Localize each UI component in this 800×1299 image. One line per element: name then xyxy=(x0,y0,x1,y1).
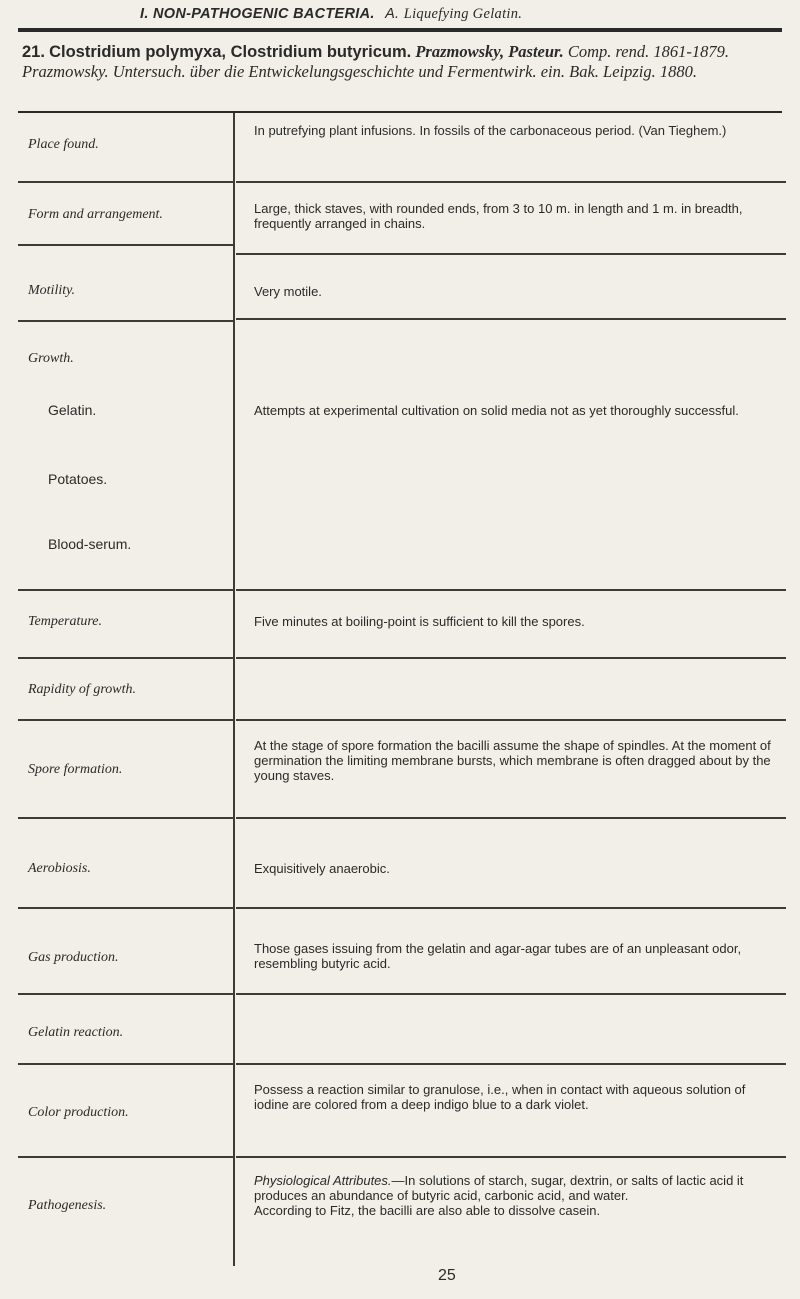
row-motility xyxy=(18,246,782,316)
row-label: Growth. xyxy=(28,351,74,366)
row-label: Color production. xyxy=(28,1105,129,1120)
header-rule xyxy=(18,28,782,32)
header-prefix: I. NON-PATHOGENIC BACTERIA. xyxy=(140,6,375,22)
row-value: Very motile. xyxy=(254,284,322,299)
row-gelatin-reaction xyxy=(18,995,782,1055)
row-value: Exquisitively anaerobic. xyxy=(254,861,390,876)
row-pathogenesis xyxy=(18,1158,782,1266)
row-form-arrangement xyxy=(18,183,782,243)
row-aerobiosis xyxy=(18,819,782,889)
row-label: Gelatin reaction. xyxy=(28,1025,124,1040)
row-label: Temperature. xyxy=(28,614,103,629)
species-names: Clostridium polymyxa, Clostridium butyricum. xyxy=(49,43,412,61)
row-label: Gas production. xyxy=(28,950,119,965)
header-subtitle: Liquefying Gelatin. xyxy=(403,6,523,22)
row-value: Large, thick staves, with rounded ends, from 3 to 10 m. in length and 1 m. in breadth, frequently arranged in chains. xyxy=(254,201,743,231)
row-label: Motility. xyxy=(28,283,76,298)
page-number: 25 xyxy=(438,1267,456,1284)
row-label: Pathogenesis. xyxy=(28,1198,107,1213)
physiological-attributes-heading: Physiological Attributes. xyxy=(254,1173,392,1188)
row-rapidity-of-growth xyxy=(18,659,782,717)
row-label: Aerobiosis. xyxy=(28,861,91,876)
row-spore-formation xyxy=(18,721,782,801)
row-label: Place found. xyxy=(28,137,99,152)
row-label: Spore formation. xyxy=(28,762,123,777)
header-section: A. xyxy=(385,6,400,22)
row-value-block xyxy=(254,1173,774,1218)
row-value: In putrefying plant infusions. In fossils of the carbonaceous period. (Van Tieghem.) xyxy=(254,123,727,138)
entry-reference: Comp. rend. 1861-1879. Prazmowsky. Untersuch. über die Entwickelungsgeschichte und Fermentwirk. ein. Bak. Leipzig. 1880. xyxy=(22,42,730,81)
entry-author: Prazmowsky, Pasteur. xyxy=(415,42,564,61)
row-label: Rapidity of growth. xyxy=(28,682,136,697)
entry-title xyxy=(22,42,778,82)
row-temperature xyxy=(18,591,782,655)
row-label: Form and arrangement. xyxy=(28,207,163,222)
row-value: Attempts at experimental cultivation on solid media not as yet thoroughly successful. xyxy=(254,403,739,418)
row-value: —In solutions of starch, sugar, dextrin, or salts of lactic acid it produces an abundance of butyric acid, carbonic acid, and water. xyxy=(254,1173,744,1203)
row-value: Possess a reaction similar to granulose, i.e., when in contact with aqueous solution of iodine are colored from a deep indigo blue to a dark violet. xyxy=(254,1082,746,1112)
row-value: Those gases issuing from the gelatin and agar-agar tubes are of an unpleasant odor, resembling butyric acid. xyxy=(254,941,742,971)
row-value: At the stage of spore formation the bacilli assume the shape of spindles. At the moment of germination the limiting membrane bursts, which membrane is often dragged about by the young staves. xyxy=(254,738,771,783)
growth-medium-gelatin: Gelatin. xyxy=(48,402,97,418)
growth-medium-blood-serum: Blood-serum. xyxy=(48,536,132,552)
row-separator xyxy=(236,318,786,320)
page-header xyxy=(140,6,522,23)
row-gas-production xyxy=(18,909,782,979)
row-value-extra: According to Fitz, the bacilli are also able to dissolve casein. xyxy=(254,1203,601,1218)
entry-number: 21. xyxy=(22,43,45,61)
row-growth xyxy=(18,322,782,587)
row-place-found xyxy=(18,113,782,171)
growth-medium-potatoes: Potatoes. xyxy=(48,471,108,487)
row-value: Five minutes at boiling-point is sufficient to kill the spores. xyxy=(254,614,585,629)
row-color-production xyxy=(18,1065,782,1140)
